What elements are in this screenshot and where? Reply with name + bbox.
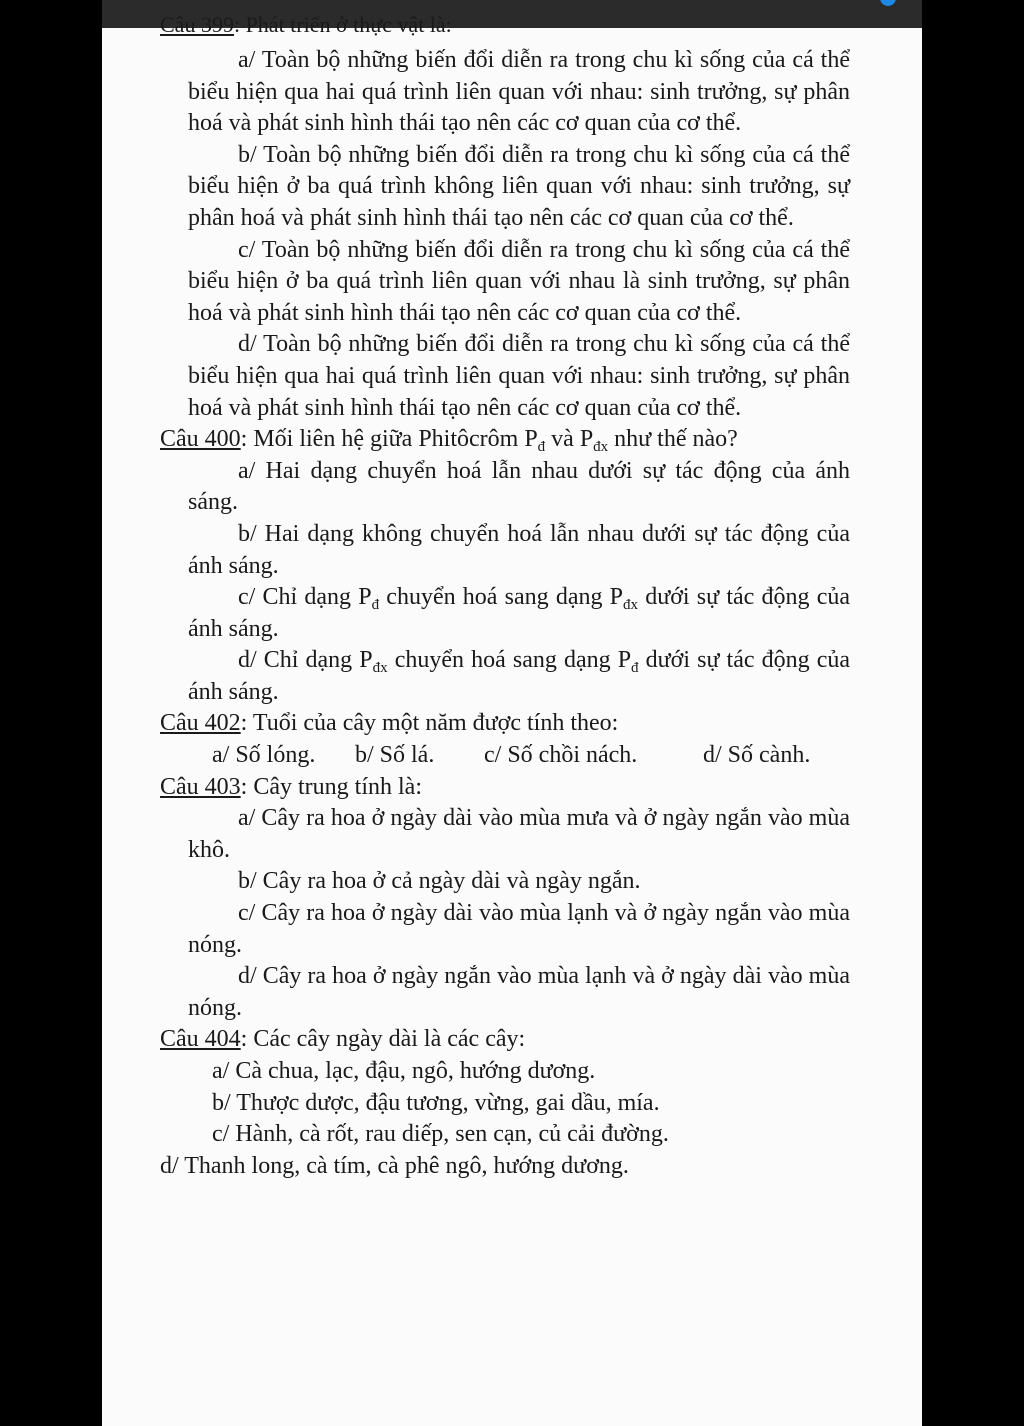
question-402	[160, 708, 850, 740]
question-402-number: Câu 402	[160, 710, 241, 737]
q404-option-b: b/ Thược dược, đậu tương, vừng, gai dầu, mía.	[212, 1089, 660, 1116]
q400-option-c-text-1: c/ Chỉ dạng P	[238, 584, 372, 611]
q400-option-c-text-3: dưới sự tác động của ánh sáng.	[188, 584, 851, 642]
question-399-number: Câu 399	[160, 12, 234, 37]
q400-option-a: a/ Hai dạng chuyển hoá lẫn nhau dưới sự tác động của ánh sáng.	[188, 457, 850, 516]
question-402-text: : Tuổi của cây một năm được tính theo:	[240, 710, 619, 737]
question-399-title	[160, 14, 452, 36]
q404-option-a: a/ Cà chua, lạc, đậu, ngô, hướng dương.	[212, 1058, 596, 1084]
q402-options	[160, 740, 850, 772]
question-404-number: Câu 404	[160, 1026, 241, 1053]
q400-option-c	[160, 582, 850, 645]
q400-option-d-text-1: d/ Chỉ dạng P	[238, 647, 373, 674]
subscript-dx: đx	[593, 439, 609, 456]
question-404-text: : Các cây ngày dài là các cây:	[240, 1026, 526, 1053]
q403-option-b: b/ Cây ra hoa ở cả ngày dài và ngày ngắn.	[238, 868, 641, 895]
q400-option-d-text-3: dưới sự tác động của ánh sáng.	[188, 647, 851, 705]
q403-option-a: a/ Cây ra hoa ở ngày dài vào mùa mưa và ở ngày ngắn vào mùa khô.	[188, 805, 850, 863]
question-400-text-2: và P	[545, 426, 594, 453]
q402-option-a: a/ Số lóng.	[212, 742, 316, 769]
q399-option-b: b/ Toàn bộ những biến đổi diễn ra trong chu kì sống của cá thể biểu hiện ở ba quá trình không liên quan với nhau: sinh trưởng, sự phân hoá và phát sinh hình thái tạo nên các cơ quan của cơ thể.	[188, 141, 850, 231]
q404-option-d: d/ Thanh long, cà tím, cà phê ngô, hướng dương.	[160, 1152, 629, 1179]
question-400-number: Câu 400	[160, 426, 241, 453]
subscript-d: đ	[631, 660, 639, 677]
document-page	[102, 12, 922, 1426]
q399-option-a: a/ Toàn bộ những biến đổi diễn ra trong chu kì sống của cá thể biểu hiện qua hai quá trình liên quan với nhau: sinh trưởng, sự phân hoá và phát sinh hình thái tạo nên các cơ quan của cơ thể.	[188, 47, 850, 137]
q402-option-b: b/ Số lá.	[355, 742, 435, 769]
question-400	[160, 424, 850, 456]
q402-option-d: d/ Số cành.	[703, 742, 811, 769]
question-403-number: Câu 403	[160, 773, 241, 800]
q402-option-c: c/ Số chồi nách.	[484, 742, 638, 769]
q400-option-b: b/ Hai dạng không chuyển hoá lẫn nhau dưới sự tác động của ánh sáng.	[188, 520, 850, 579]
q403-option-d: d/ Cây ra hoa ở ngày ngắn vào mùa lạnh và ở ngày dài vào mùa nóng.	[188, 963, 850, 1021]
q400-option-d-text-2: chuyển hoá sang dạng P	[387, 647, 632, 674]
q404-option-c: c/ Hành, cà rốt, rau diếp, sen cạn, củ cải đường.	[212, 1121, 669, 1148]
question-400-text-3: như thế nào?	[608, 426, 738, 453]
question-403	[160, 772, 850, 804]
subscript-dx: đx	[623, 597, 639, 614]
q400-option-d	[160, 645, 850, 708]
notification-dot	[880, 0, 896, 6]
subscript-dx: đx	[372, 660, 388, 677]
q399-option-d: d/ Toàn bộ những biến đổi diễn ra trong chu kì sống của cá thể biểu hiện qua hai quá trình liên quan với nhau: sinh trưởng, sự phân hoá và phát sinh hình thái tạo nên các cơ quan của cơ thể.	[188, 331, 850, 421]
document-body	[160, 45, 850, 1182]
subscript-d: đ	[371, 597, 380, 614]
question-404	[160, 1024, 850, 1056]
question-400-text: : Mối liên hệ giữa Phitôcrôm P	[240, 426, 538, 453]
subscript-d: đ	[537, 439, 546, 456]
q403-option-c: c/ Cây ra hoa ở ngày dài vào mùa lạnh và ở ngày ngắn vào mùa nóng.	[188, 900, 850, 958]
question-399-text: : Phát triển ở thực vật là:	[233, 12, 452, 37]
question-403-text: : Cây trung tính là:	[240, 773, 422, 800]
q399-option-c: c/ Toàn bộ những biến đổi diễn ra trong chu kì sống của cá thể biểu hiện ở ba quá trình liên quan với nhau là sinh trưởng, sự phân hoá và phát sinh hình thái tạo nên các cơ quan của cơ thể.	[188, 236, 850, 326]
q400-option-c-text-2: chuyển hoá sang dạng P	[379, 584, 624, 611]
